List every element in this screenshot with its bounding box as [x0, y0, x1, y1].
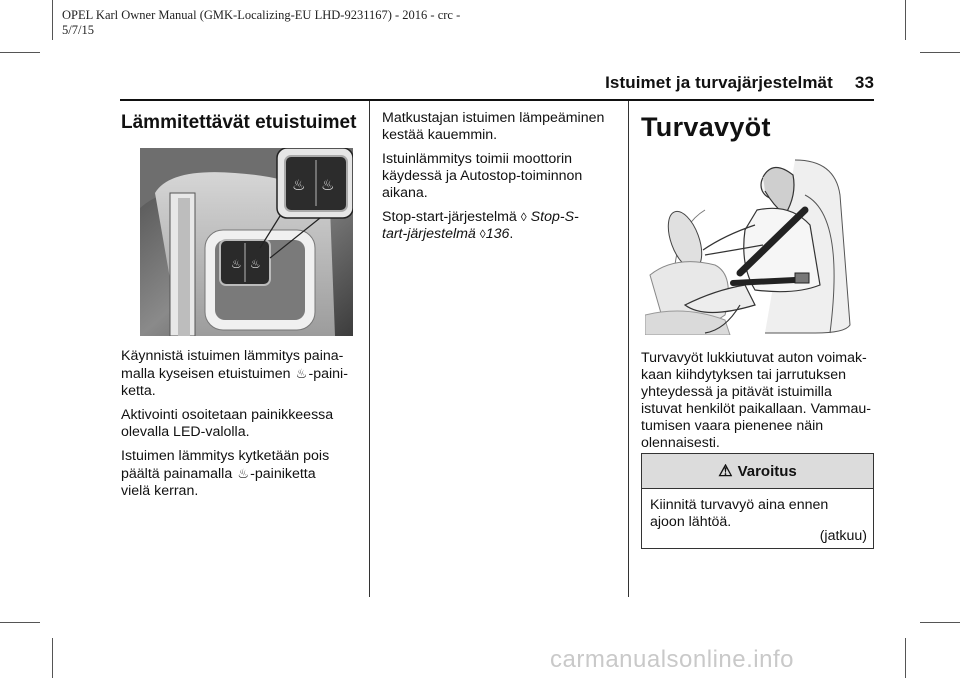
warning-icon: ⚠: [718, 463, 733, 480]
text-line: ketta.: [121, 383, 156, 399]
text-line: Istuinlämmitys toimii moottorin: [382, 151, 573, 167]
column-2-text: [382, 110, 622, 250]
cross-reference-icon: ◊: [479, 227, 486, 241]
print-metadata: [62, 8, 502, 38]
warning-box: [641, 453, 874, 549]
warning-body: [642, 489, 873, 531]
column-divider: [369, 101, 370, 597]
text-line: päältä painamalla: [121, 466, 233, 482]
text-line: käydessä ja Autostop-toiminnon: [382, 168, 583, 184]
print-metadata-date: 5/7/15: [62, 23, 94, 37]
page-number: 33: [854, 73, 874, 92]
heading-heated-seats: Lämmitettävät etuistuimet: [121, 112, 357, 133]
header-rule: [120, 99, 874, 101]
text-line: Aktivointi osoitetaan painikkeessa: [121, 407, 334, 423]
link-text: tart-järjestelmä: [382, 226, 476, 242]
text-line: Turvavyöt lukkiutuvat auton voimak-: [641, 350, 867, 366]
column-1-text: [121, 348, 361, 507]
seat-heater-illustration: [140, 148, 353, 336]
text-line: ajoon lähtöä.: [650, 514, 732, 530]
column-divider: [628, 101, 629, 597]
text-line: -painiketta: [250, 466, 316, 482]
heading-seat-belts: Turvavyöt: [641, 112, 771, 142]
paragraph: [121, 407, 361, 441]
svg-text:♨: ♨: [250, 257, 261, 271]
paragraph: [641, 350, 881, 452]
text-line: yhteydessä ja pitävät istuimilla: [641, 384, 832, 400]
link-text: Stop-S-: [530, 209, 579, 225]
crop-mark: [0, 622, 40, 623]
crop-mark: [52, 638, 53, 678]
seat-belt-image: [645, 155, 855, 335]
text-line: Käynnistä istuimen lämmitys paina-: [121, 348, 344, 364]
crop-mark: [52, 0, 53, 40]
section-title: Istuimet ja turvajärjestelmät: [605, 73, 833, 92]
warning-title: Varoitus: [737, 462, 797, 480]
cross-reference-icon: ◊: [520, 210, 527, 224]
text-line: olennaisesti.: [641, 435, 720, 451]
text-line: Kiinnitä turvavyö aina ennen: [650, 497, 829, 513]
crop-mark: [905, 0, 906, 40]
print-metadata-line: OPEL Karl Owner Manual (GMK-Localizing-EU LHD-9231167) - 2016 - crc -: [62, 8, 461, 22]
text-line: aikana.: [382, 185, 428, 201]
continued-label: (jatkuu): [819, 528, 867, 544]
text-line: kestää kauemmin.: [382, 127, 498, 143]
crop-mark: [0, 52, 40, 53]
paragraph: [382, 151, 622, 202]
text-line: Istuimen lämmitys kytketään pois: [121, 448, 330, 464]
text-line: olevalla LED-valolla.: [121, 424, 250, 440]
crop-mark: [920, 52, 960, 53]
seat-belt-illustration: [645, 155, 855, 335]
text-line: -paini-: [308, 366, 348, 382]
svg-text:♨: ♨: [292, 176, 306, 194]
paragraph: [382, 209, 622, 243]
text-line: .: [509, 226, 514, 242]
watermark: carmanualsonline.info: [550, 646, 794, 673]
column-3-text: [641, 350, 881, 459]
svg-text:♨: ♨: [231, 257, 242, 271]
paragraph: [121, 448, 361, 500]
text-line: Stop-start-järjestelmä: [382, 209, 517, 225]
text-line: tumisen vaara pienenee näin: [641, 418, 824, 434]
text-line: vielä kerran.: [121, 483, 199, 499]
seat-heater-icon: ♨: [295, 366, 308, 381]
reference-page: 136: [485, 226, 510, 242]
text-line: malla kyseisen etuistuimen: [121, 366, 291, 382]
svg-text:♨: ♨: [321, 176, 335, 194]
seat-heater-image: [140, 148, 353, 336]
crop-mark: [920, 622, 960, 623]
text-line: istuvat henkilöt paikallaan. Vammau-: [641, 401, 872, 417]
paragraph: [121, 348, 361, 400]
seat-heater-icon: ♨: [237, 466, 249, 481]
warning-header: [642, 454, 873, 489]
paragraph: [382, 110, 622, 144]
text-line: Matkustajan istuimen lämpeäminen: [382, 110, 605, 126]
running-head: [605, 73, 874, 93]
text-line: kaan kiihdytyksen tai jarrutuksen: [641, 367, 847, 383]
crop-mark: [905, 638, 906, 678]
